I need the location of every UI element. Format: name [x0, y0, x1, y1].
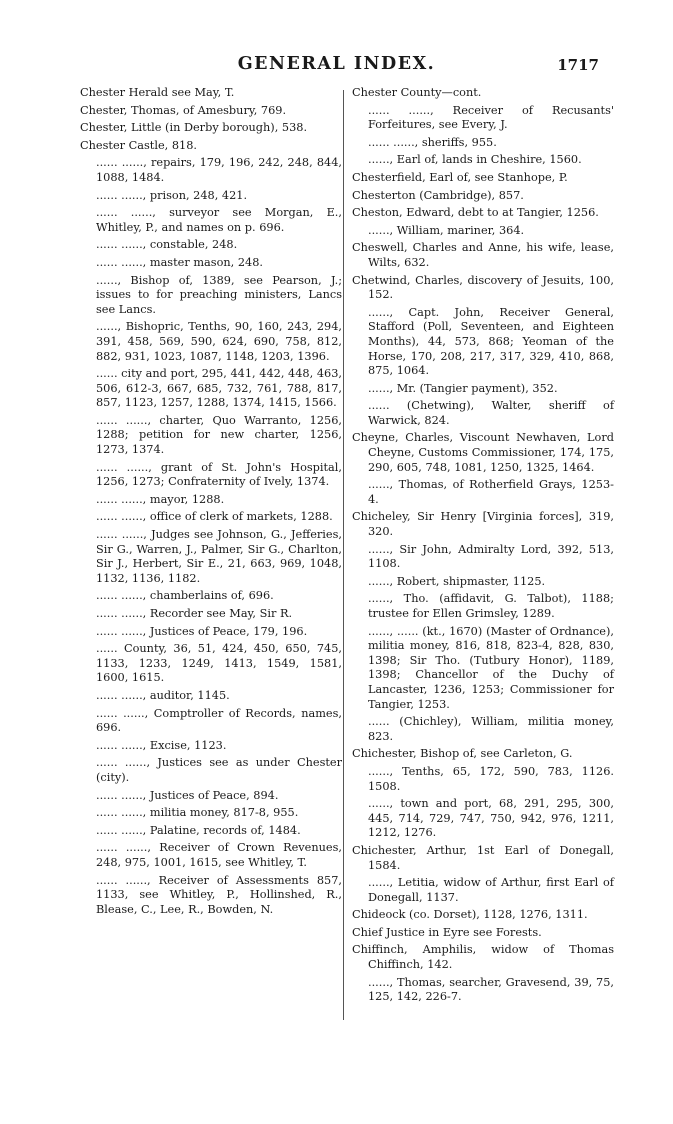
- index-entry: Cheston, Edward, debt to at Tangier, 1256.: [352, 206, 599, 220]
- index-entry: ......, Mr. (Tangier payment), 352.: [368, 381, 558, 395]
- index-entry: Chideock (co. Dorset), 1128, 1276, 1311.: [352, 908, 588, 922]
- index-column-left: [80, 86, 342, 920]
- index-entry: ...... ......, Receiver of Recusants' Forfeitures, see Every, J.: [368, 103, 614, 132]
- index-entry: ...... ......, mayor, 1288.: [96, 492, 225, 506]
- index-entry: Chester Herald see May, T.: [80, 86, 235, 99]
- index-entry: ......, Bishop of, 1389, see Pearson, J.; issues to for preaching ministers, Lancs see Lancs.: [96, 273, 342, 316]
- index-entry: ......, town and port, 68, 291, 295, 300, 445, 714, 729, 747, 750, 942, 976, 1211, 1212, 1276.: [368, 797, 614, 840]
- index-entry: Chesterfield, Earl of, see Stanhope, P.: [352, 170, 568, 184]
- index-entry: ...... ......, charter, Quo Warranto, 1256, 1288; petition for new charter, 1256, 1273, 1374.: [96, 413, 342, 457]
- index-entry: ......, Thomas, searcher, Gravesend, 39, 75, 125, 142, 226-7.: [368, 975, 614, 1004]
- index-entry: ...... ......, Justices of Peace, 894.: [96, 788, 279, 802]
- index-entry: ...... ......, sheriffs, 955.: [368, 135, 497, 149]
- index-entry: ...... ......, Judges see Johnson, G., Jefferies, Sir G., Warren, J., Palmer, Sir G., Charlton, Sir J., Herbert, Sir E., 21, 663, 969, 1048, 1132, 1136, 1182.: [96, 528, 342, 585]
- index-entry: ...... city and port, 295, 441, 442, 448, 463, 506, 612-3, 667, 685, 732, 761, 788, 817, 857, 1123, 1257, 1288, 1374, 1415, 1566.: [96, 367, 342, 410]
- index-entry: ......, William, mariner, 364.: [368, 223, 525, 237]
- index-entry: ...... ......, auditor, 1145.: [96, 688, 230, 702]
- index-entry: ...... ......, surveyor see Morgan, E., Whitley, P., and names on p. 696.: [96, 206, 342, 234]
- index-entry: ...... ......, Receiver of Crown Revenues, 248, 975, 1001, 1615, see Whitley, T.: [96, 841, 342, 869]
- index-entry: ...... County, 36, 51, 424, 450, 650, 745, 1133, 1233, 1249, 1413, 1549, 1581, 1600, 1615.: [96, 642, 342, 685]
- running-title: GENERAL INDEX.: [237, 54, 436, 74]
- index-entry: ......, ...... (kt., 1670) (Master of Ordnance), militia money, 816, 818, 823-4, 828, 830, 1398; Sir Tho. (Tutbury Honor), 1189, 1398; Chancellor of the Duchy of Lancaster, 1236, 1253; Commissioner for Tangier, 1253.: [368, 624, 614, 711]
- column-divider: [343, 90, 344, 1020]
- index-entry: Chichester, Arthur, 1st Earl of Donegall, 1584.: [352, 843, 614, 872]
- index-entry: Chester, Little (in Derby borough), 538.: [80, 121, 308, 135]
- index-entry: ......, Capt. John, Receiver General, Stafford (Poll, Seventeen, and Eighteen Months), 44, 573, 868; Yeoman of the Horse, 170, 208, 217, 317, 329, 410, 868, 875, 1064.: [368, 305, 614, 378]
- index-entry: ......, Letitia, widow of Arthur, first Earl of Donegall, 1137.: [368, 876, 614, 904]
- index-entry: Chiffinch, Amphilis, widow of Thomas Chiffinch, 142.: [352, 943, 614, 972]
- index-entry: ......, Tho. (affidavit, G. Talbot), 1188; trustee for Ellen Grimsley, 1289.: [368, 592, 614, 620]
- index-entry: ...... (Chichley), William, militia money, 823.: [368, 715, 614, 743]
- index-entry: ...... (Chetwing), Walter, sheriff of Warwick, 824.: [368, 399, 614, 427]
- index-entry: ......, Robert, shipmaster, 1125.: [368, 574, 546, 588]
- index-entry: Chetwind, Charles, discovery of Jesuits, 100, 152.: [352, 273, 614, 302]
- index-entry: Chester Castle, 818.: [80, 138, 197, 152]
- index-entry: ...... ......, Receiver of Assessments 857, 1133, see Whitley, P., Hollinshed, R., Blease, C., Lee, R., Bowden, N.: [96, 873, 342, 916]
- index-entry: ...... ......, Palatine, records of, 1484.: [96, 823, 301, 837]
- index-entry: ......, Earl of, lands in Cheshire, 1560.: [368, 153, 582, 167]
- index-entry: ...... ......, prison, 248, 421.: [96, 188, 248, 202]
- index-entry: ...... ......, repairs, 179, 196, 242, 248, 844, 1088, 1484.: [96, 156, 342, 184]
- page-number: 1717: [557, 56, 599, 74]
- index-entry: ...... ......, master mason, 248.: [96, 255, 263, 269]
- index-entry: ......, Tenths, 65, 172, 590, 783, 1126. 1508.: [368, 764, 614, 793]
- index-entry: ...... ......, Comptroller of Records, names, 696.: [96, 706, 342, 735]
- index-entry: Chicheley, Sir Henry [Virginia forces], 319, 320.: [352, 510, 614, 539]
- index-entry: Cheyne, Charles, Viscount Newhaven, Lord Cheyne, Customs Commissioner, 174, 175, 290, 605, 748, 1081, 1250, 1325, 1464.: [352, 431, 614, 474]
- index-entry: ...... ......, Excise, 1123.: [96, 738, 227, 752]
- index-entry: ...... ......, Recorder see May, Sir R.: [96, 607, 293, 620]
- index-entry: Cheswell, Charles and Anne, his wife, lease, Wilts, 632.: [352, 241, 614, 269]
- index-entry: ...... ......, office of clerk of markets, 1288.: [96, 510, 333, 524]
- index-entry: Chester, Thomas, of Amesbury, 769.: [80, 103, 287, 117]
- index-column-right: [352, 86, 614, 1008]
- index-entry: Chichester, Bishop of, see Carleton, G.: [352, 747, 573, 761]
- index-entry: ...... ......, Justices see as under Chester (city).: [96, 756, 342, 784]
- index-entry: Chester County—cont.: [352, 86, 482, 99]
- index-entry: ......, Sir John, Admiralty Lord, 392, 513, 1108.: [368, 542, 614, 571]
- index-entry: ...... ......, constable, 248.: [96, 238, 238, 252]
- index-entry: Chief Justice in Eyre see Forests.: [352, 925, 542, 939]
- page-header: [0, 54, 673, 84]
- index-entry: ...... ......, Justices of Peace, 179, 196.: [96, 624, 308, 638]
- index-entry: ...... ......, chamberlains of, 696.: [96, 589, 274, 603]
- index-entry: ......, Bishopric, Tenths, 90, 160, 243, 294, 391, 458, 569, 590, 624, 690, 758, 812, 882, 931, 1023, 1087, 1148, 1203, 1396.: [96, 320, 342, 363]
- index-entry: ......, Thomas, of Rotherfield Grays, 1253-4.: [368, 478, 614, 506]
- index-entry: ...... ......, militia money, 817-8, 955.: [96, 806, 299, 820]
- index-entry: Chesterton (Cambridge), 857.: [352, 188, 524, 202]
- index-entry: ...... ......, grant of St. John's Hospital, 1256, 1273; Confraternity of Ively, 1374.: [96, 460, 342, 489]
